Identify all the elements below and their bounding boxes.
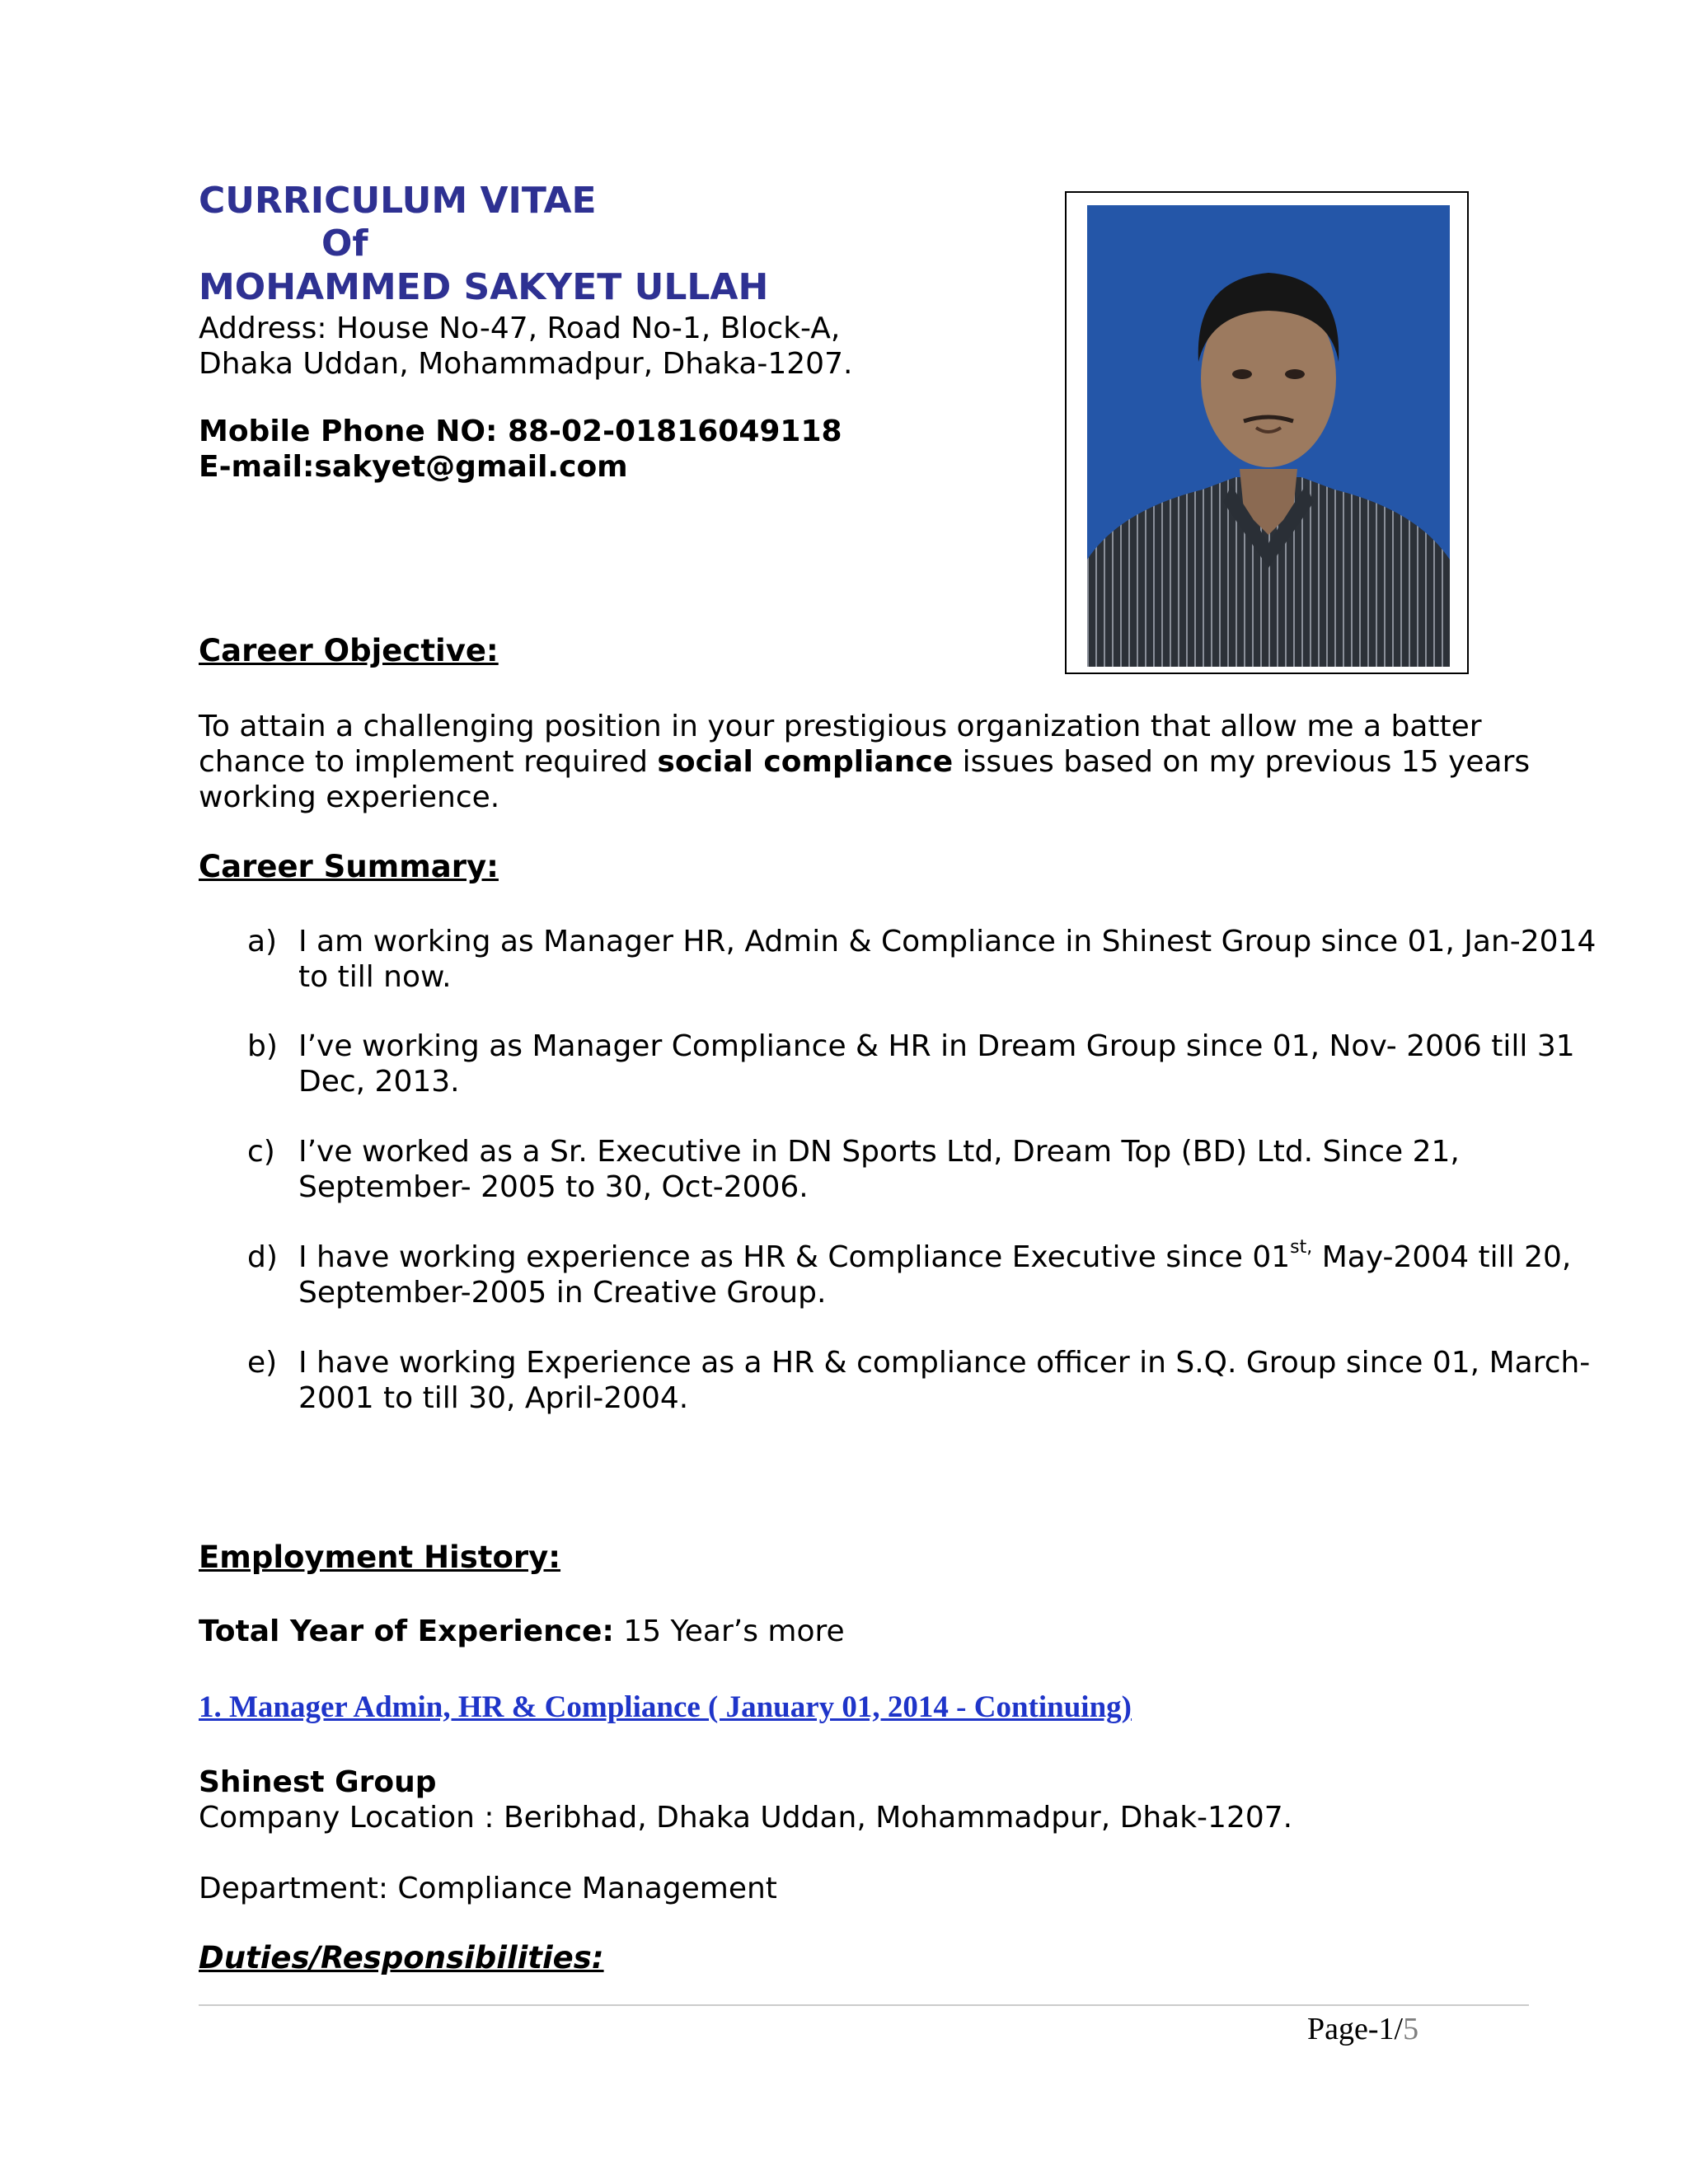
person-silhouette-icon bbox=[1087, 205, 1450, 667]
email: E-mail:sakyet@gmail.com bbox=[199, 450, 628, 484]
candidate-name: MOHAMMED SAKYET ULLAH bbox=[199, 266, 769, 308]
total-experience bbox=[199, 1614, 845, 1649]
summary-item: I’ve working as Manager Compliance & HR in Dream Group since 01, Nov- 2006 till 31 Dec, 2013. bbox=[298, 1029, 1575, 1099]
total-experience-value: 15 Year’s more bbox=[613, 1615, 845, 1648]
company-name: Shinest Group bbox=[199, 1765, 437, 1799]
summary-item: I am working as Manager HR, Admin & Compliance in Shinest Group since 01, Jan-2014 to till now. bbox=[298, 925, 1597, 994]
social-compliance-emphasis: social compliance bbox=[657, 745, 954, 779]
mobile-phone: Mobile Phone NO: 88-02-01816049118 bbox=[199, 415, 842, 448]
page-number-prefix: Page-1/ bbox=[1307, 2012, 1404, 2046]
total-experience-label: Total Year of Experience: bbox=[199, 1615, 614, 1648]
career-objective-line-2-end: issues based on my previous 15 years bbox=[953, 745, 1531, 779]
cv-title: CURRICULUM VITAE bbox=[199, 180, 597, 222]
duties-heading: Duties/Responsibilities: bbox=[199, 1940, 604, 1975]
summary-item: I’ve worked as a Sr. Executive in DN Sports Ltd, Dream Top (BD) Ltd. Since 21, September- 2005 to 30, Oct-2006. bbox=[298, 1135, 1460, 1204]
profile-photo bbox=[1087, 205, 1450, 667]
summary-item-label: c) bbox=[247, 1135, 275, 1169]
summary-item bbox=[298, 1237, 1634, 1310]
career-objective-heading: Career Objective: bbox=[199, 633, 499, 668]
summary-item-label: e) bbox=[247, 1346, 278, 1380]
cv-title-of: Of bbox=[321, 223, 368, 265]
page-number bbox=[1307, 2011, 1418, 2047]
summary-item-label: a) bbox=[247, 925, 278, 958]
address-line-2: Dhaka Uddan, Mohammadpur, Dhaka-1207. bbox=[199, 347, 853, 381]
page-total: 5 bbox=[1403, 2012, 1419, 2046]
summary-item-d-end: May-2004 till 20, September-2005 in Creative Group. bbox=[298, 1240, 1572, 1310]
career-summary-heading: Career Summary: bbox=[199, 849, 499, 884]
footer-divider bbox=[199, 2004, 1529, 2006]
career-objective-line-2-start: chance to implement required bbox=[199, 745, 658, 779]
department: Department: Compliance Management bbox=[199, 1872, 777, 1905]
profile-photo-frame bbox=[1065, 191, 1469, 674]
employment-history-heading: Employment History: bbox=[199, 1540, 561, 1575]
career-objective-line-1: To attain a challenging position in your prestigious organization that allow me a batter bbox=[199, 710, 1482, 743]
summary-item-label: d) bbox=[247, 1240, 278, 1274]
address-line-1: Address: House No-47, Road No-1, Block-A, bbox=[199, 312, 841, 345]
summary-item: I have working Experience as a HR & compliance officer in S.Q. Group since 01, March-2001 to till 30, April-2004. bbox=[298, 1346, 1591, 1415]
career-objective-line-2 bbox=[199, 744, 1530, 780]
career-objective-line-3: working experience. bbox=[199, 780, 500, 814]
company-location: Company Location : Beribhad, Dhaka Uddan, Mohammadpur, Dhak-1207. bbox=[199, 1801, 1293, 1835]
ordinal-suffix: st, bbox=[1290, 1237, 1313, 1258]
summary-item-d-start: I have working experience as HR & Compliance Executive since 01 bbox=[298, 1240, 1291, 1274]
summary-item-label: b) bbox=[247, 1029, 278, 1063]
job-1-title-link[interactable]: 1. Manager Admin, HR & Compliance ( January 01, 2014 - Continuing) bbox=[199, 1690, 1132, 1724]
